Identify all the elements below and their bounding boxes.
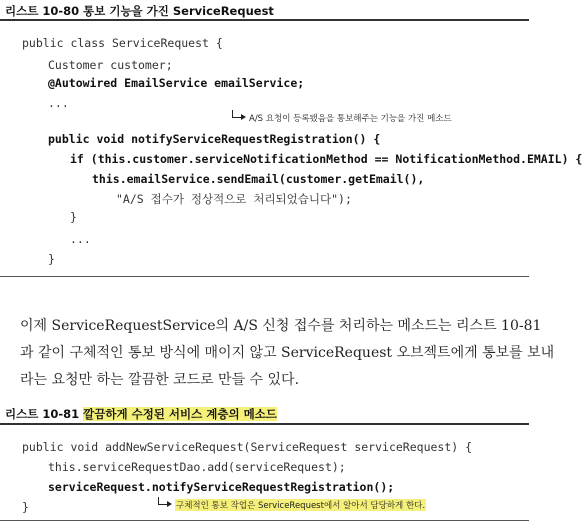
code-line: public void notifyServiceRequestRegistration() { xyxy=(48,132,381,146)
body-paragraph-line: 라는 요청만 하는 깔끔한 코드로 만들 수 있다. xyxy=(20,372,300,388)
code-annotation xyxy=(158,499,426,511)
code-line: } xyxy=(70,210,77,224)
code-line: } xyxy=(48,252,55,266)
listing-caption xyxy=(5,406,277,422)
code-line: "A/S 접수가 정상적으로 처리되었습니다"); xyxy=(116,192,352,206)
listing-title: 깔끔하게 수정된 서비스 계층의 메소드 xyxy=(83,407,277,421)
body-paragraph-line: 이제 ServiceRequestService의 A/S 신청 접수를 처리하는 메소드는 리스트 10-81 xyxy=(20,318,542,334)
listing-number: 리스트 10-81 xyxy=(5,407,80,421)
arrow-icon xyxy=(158,501,172,509)
arrow-icon xyxy=(232,114,246,122)
code-annotation xyxy=(232,112,452,124)
annotation-text: 구체적인 통보 작업은 ServiceRequest에서 알아서 담당하게 한다. xyxy=(176,501,426,511)
caption-divider xyxy=(0,423,529,425)
annotation-text: A/S 요청이 등록됐음을 통보해주는 기능을 가진 메소드 xyxy=(249,114,452,124)
code-line: public void addNewServiceRequest(ServiceRequest serviceRequest) { xyxy=(22,440,473,454)
listing-divider xyxy=(0,276,529,277)
listing-divider xyxy=(0,520,529,521)
code-line: Customer customer; xyxy=(48,58,173,72)
code-line: this.emailService.sendEmail(customer.getEmail(), xyxy=(92,172,425,186)
listing-caption: 리스트 10-80 통보 기능을 가진 ServiceRequest xyxy=(5,4,274,18)
code-line: ... xyxy=(70,232,91,246)
code-line: ... xyxy=(48,96,69,110)
caption-divider xyxy=(0,19,529,21)
code-line: serviceRequest.notifyServiceRequestRegistration(); xyxy=(48,480,395,494)
code-line: this.serviceRequestDao.add(serviceRequest); xyxy=(48,460,346,474)
code-line: } xyxy=(22,500,29,514)
code-line: @Autowired EmailService emailService; xyxy=(48,76,305,90)
body-paragraph-line: 과 같이 구체적인 통보 방식에 매이지 않고 ServiceRequest 오브젝트에게 통보를 보내 xyxy=(20,345,555,361)
code-line: public class ServiceRequest { xyxy=(22,36,223,50)
code-line: if (this.customer.serviceNotificationMethod == NotificationMethod.EMAIL) { xyxy=(70,152,582,166)
